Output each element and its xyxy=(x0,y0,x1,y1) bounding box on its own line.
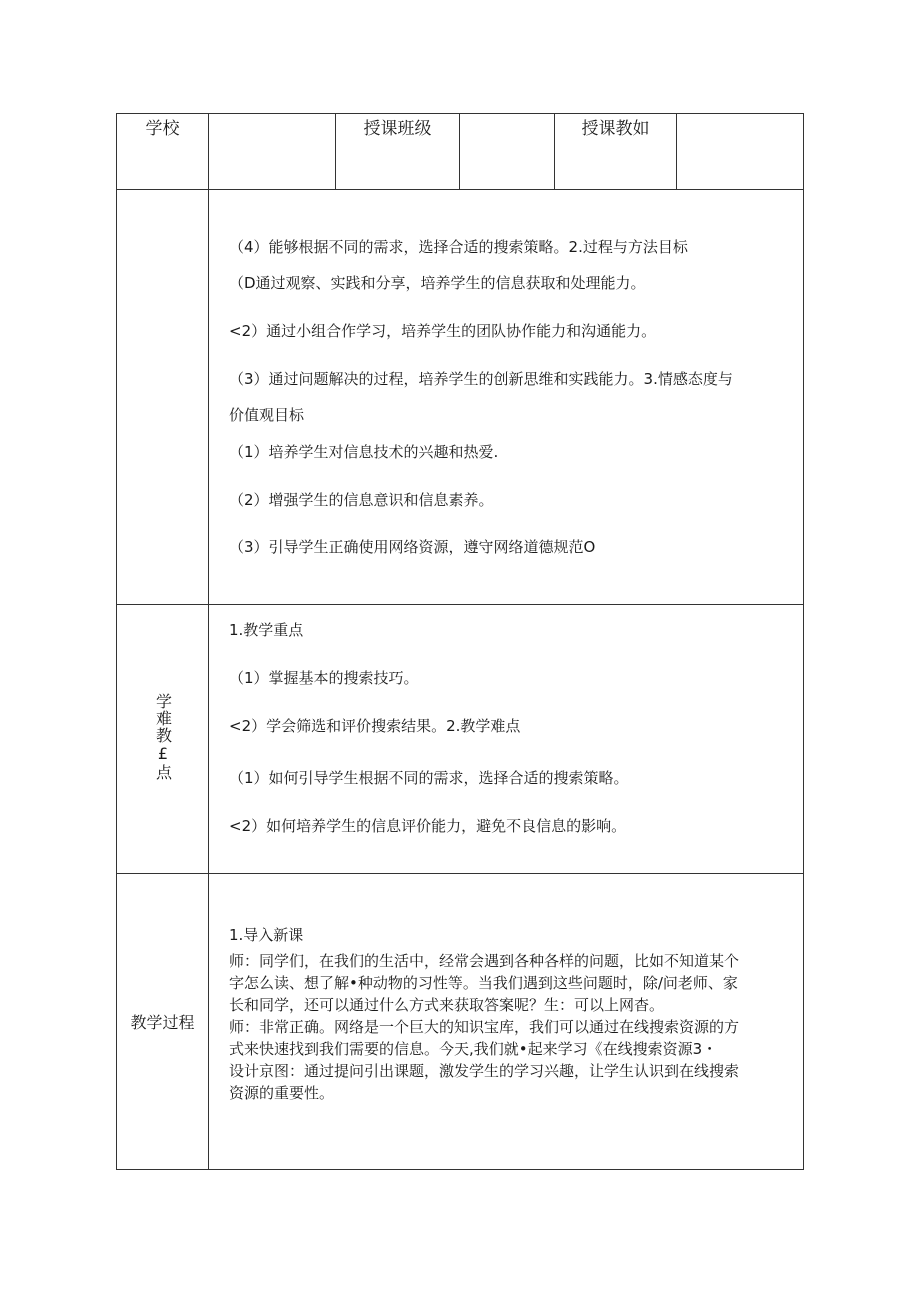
process-line: 资源的重要性。 xyxy=(229,1084,335,1102)
key-point-line: （1）掌握基本的搜索技巧。 xyxy=(229,669,419,687)
key-point-line: <2）学会筛选和评价搜索结果。2.教学难点 xyxy=(229,717,521,735)
objectives-label xyxy=(117,190,209,605)
class-label: 授课班级 xyxy=(336,114,460,190)
header-row xyxy=(117,114,804,190)
objective-line: 价值观目标 xyxy=(229,406,305,424)
key-points-label-cell xyxy=(117,605,209,874)
objective-line: <2）通过小组合作学习，培养学生的团队协作能力和沟通能力。 xyxy=(229,322,657,340)
objective-line: （1）培养学生对信息技术的兴趣和热爱. xyxy=(229,443,499,461)
objective-line: （2）增强学生的信息意识和信息素养。 xyxy=(229,491,494,509)
process-label: 教学过程 xyxy=(117,874,209,1170)
key-points-label: 学难教£点 xyxy=(153,693,173,781)
process-line: 长和同学，还可以通过什么方式来获取答案呢？生：可以上网杳。 xyxy=(229,996,665,1014)
process-heading: 1.导入新课 xyxy=(229,926,304,944)
teacher-value xyxy=(677,114,804,190)
objective-line: （4）能够根据不同的需求，选择合适的搜索策略。2.过程与方法目标 xyxy=(229,238,688,256)
key-point-line: （1）如何引导学生根据不同的需求，选择合适的搜索策略。 xyxy=(229,769,629,787)
key-points-row xyxy=(117,605,804,874)
process-line: 师：同学们，在我们的生活中，经常会遇到各种各样的问题，比如不知道某个 xyxy=(229,952,740,970)
process-line: 字怎么读、想了解•种动物的习性等。当我们遇到这些问题时，除/问老师、家 xyxy=(229,974,738,992)
objective-line: （3）引导学生正确使用网络资源，遵守网络道德规范O xyxy=(229,538,596,556)
key-point-line: <2）如何培养学生的信息评价能力，避免不良信息的影响。 xyxy=(229,817,627,835)
process-line: 师：非常正确。网络是一个巨大的知识宝库，我们可以通过在线搜索资源的方 xyxy=(229,1018,740,1036)
lesson-plan-table xyxy=(116,113,804,1170)
objectives-content xyxy=(209,190,804,605)
process-body xyxy=(229,950,804,1104)
process-content xyxy=(209,874,804,1170)
school-label: 学校 xyxy=(117,114,209,190)
objectives-row xyxy=(117,190,804,605)
objective-line: （3）通过问题解决的过程，培养学生的创新思维和实践能力。3.情感态度与 xyxy=(229,370,733,388)
objective-line: （D通过观察、实践和分享，培养学生的信息获取和处理能力。 xyxy=(229,274,646,292)
process-row xyxy=(117,874,804,1170)
school-value xyxy=(209,114,336,190)
key-point-line: 1.教学重点 xyxy=(229,621,304,639)
teacher-label: 授课教如 xyxy=(555,114,677,190)
process-line: 设计京图：通过提问引出课题，激发学生的学习兴趣，让学生认识到在线搜索 xyxy=(229,1062,740,1080)
process-line: 式来快速找到我们需要的信息。今天,我们就•起来学习《在线搜索资源3・ xyxy=(229,1040,718,1058)
class-value xyxy=(460,114,555,190)
key-points-content xyxy=(209,605,804,874)
